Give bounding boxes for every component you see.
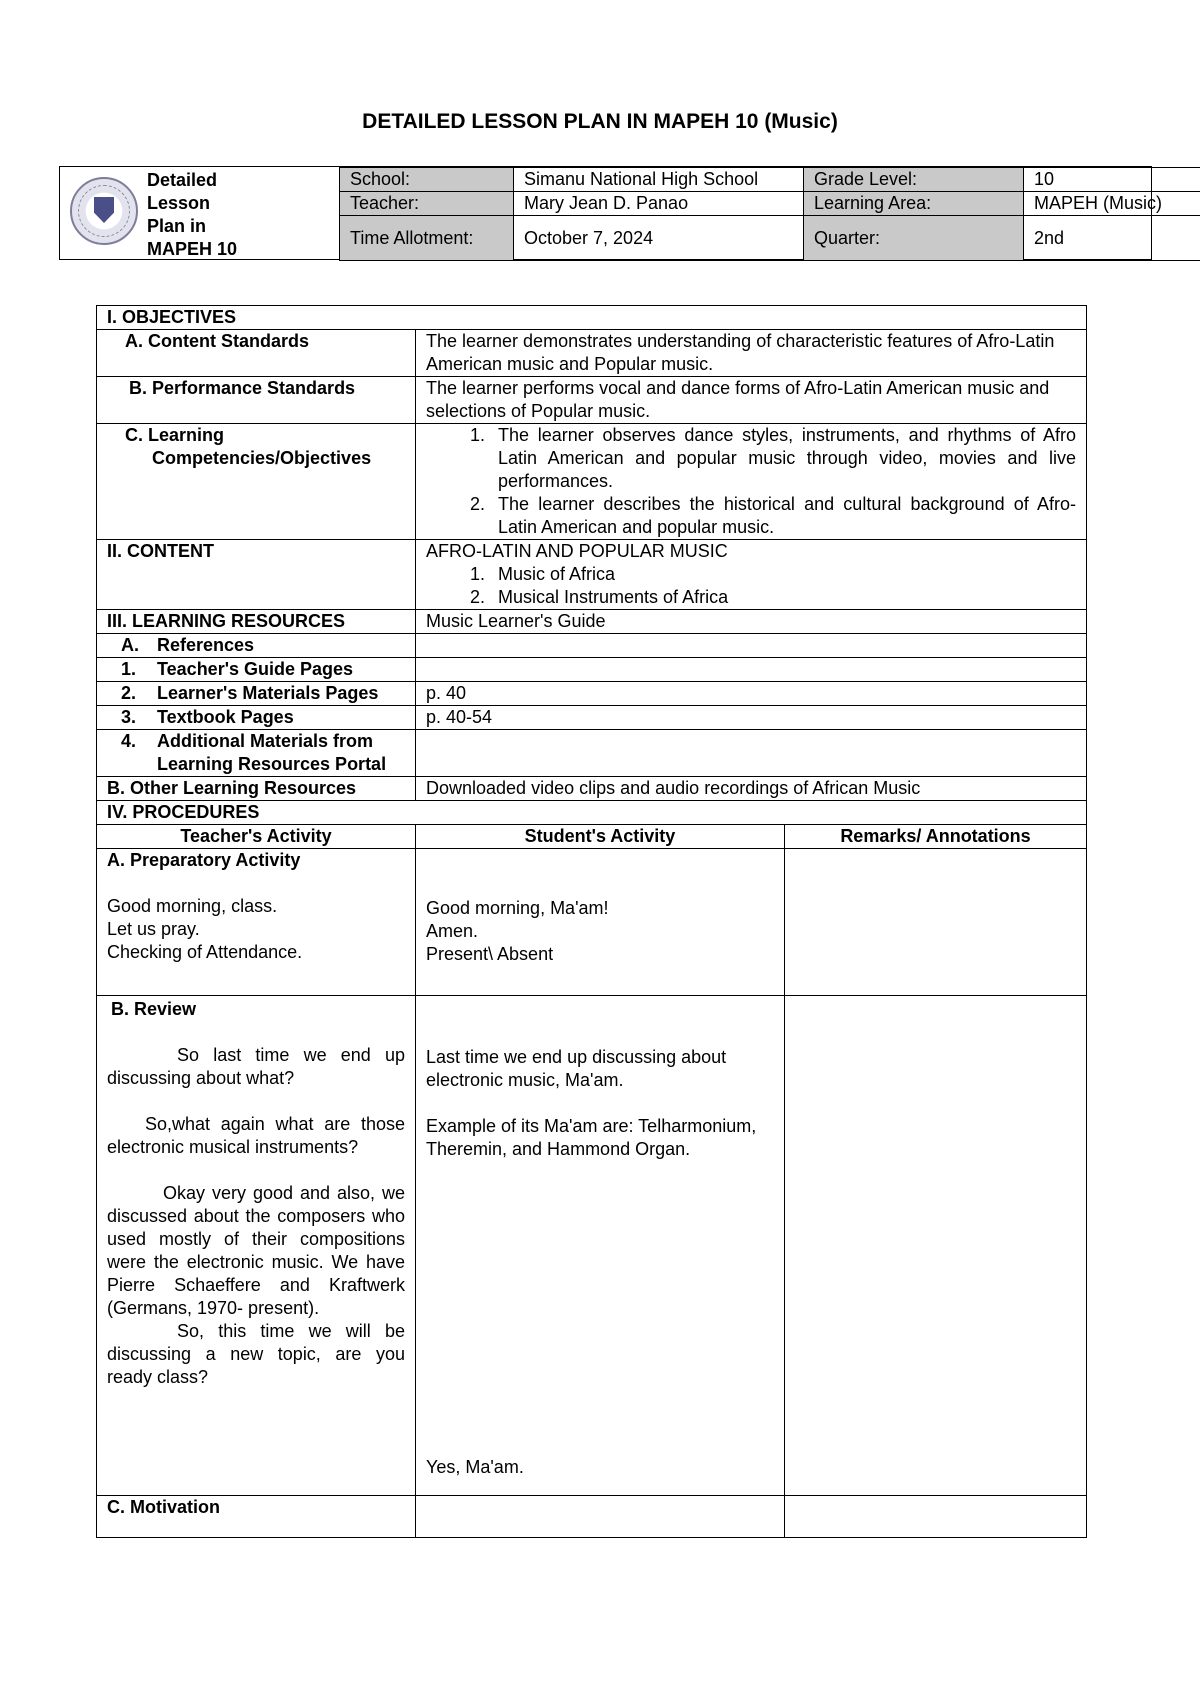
competencies-label-line: C. Learning — [125, 425, 225, 445]
review-remarks-cell — [785, 996, 1087, 1496]
competencies-label — [97, 424, 416, 540]
teachers-guide-text: Teacher's Guide Pages — [157, 659, 354, 679]
additional-materials-num: 4. — [121, 731, 137, 751]
additional-materials-label — [97, 730, 416, 777]
content-standards-label: A. Content Standards — [97, 330, 416, 377]
doc-title-line: Plan in — [147, 216, 207, 236]
doc-title-line: Detailed — [147, 170, 218, 190]
doc-title-line: MAPEH 10 — [147, 239, 238, 259]
doc-title-line: Lesson — [147, 193, 211, 213]
prep-remarks-cell — [785, 849, 1087, 996]
textbook-pages-text: Textbook Pages — [157, 707, 294, 727]
additional-materials-value — [416, 730, 1087, 777]
prep-teacher-line: Good morning, class. — [107, 896, 278, 916]
review-student-para: Last time we end up discussing about electronic music, Ma'am. — [426, 1047, 727, 1090]
other-resources-value: Downloaded video clips and audio recordings of African Music — [416, 777, 1087, 801]
col-teacher-header: Teacher's Activity — [97, 825, 416, 849]
motivation-remarks-cell — [785, 1496, 1087, 1538]
grade-value: 10 — [1024, 168, 1200, 192]
prep-teacher-line: Let us pray. — [107, 919, 200, 939]
page-title: DETAILED LESSON PLAN IN MAPEH 10 (Music) — [362, 110, 838, 133]
prep-student-line: Present\ Absent — [426, 944, 554, 964]
content-standards-text: The learner demonstrates understanding of characteristic features of Afro-Latin American music and Popular music. — [416, 330, 1087, 377]
prep-teacher-cell — [97, 849, 416, 996]
review-teacher-para: So,what again what are those electronic musical instruments? — [107, 1114, 405, 1157]
time-label: Time Allotment: — [340, 216, 514, 261]
objectives-heading: I. OBJECTIVES — [97, 306, 1087, 330]
col-student-header: Student's Activity — [416, 825, 785, 849]
content-cell — [416, 540, 1087, 610]
review-heading: B. Review — [111, 999, 197, 1019]
references-value — [416, 634, 1087, 658]
list-item: 1. The learner observes dance styles, instruments, and rhythms of Afro Latin American and popular music through video, movies and live performances. — [490, 424, 1076, 493]
learners-materials-label — [97, 682, 416, 706]
prep-student-line: Good morning, Ma'am! — [426, 898, 609, 918]
learners-materials-num: 2. — [121, 683, 137, 703]
review-teacher-para: Okay very good and also, we discussed about the composers who used mostly of their compositions were the electronic music. We have Pierre Schaeffere and Kraftwerk (Germans, 1970- present). — [107, 1183, 405, 1318]
references-letter: A. — [121, 635, 139, 655]
area-value: MAPEH (Music) — [1024, 192, 1200, 216]
performance-standards-text: The learner performs vocal and dance forms of Afro-Latin American music and selections of Popular music. — [416, 377, 1087, 424]
motivation-heading: C. Motivation — [97, 1496, 416, 1538]
performance-standards-label: B. Performance Standards — [97, 377, 416, 424]
content-heading: II. CONTENT — [97, 540, 416, 610]
motivation-student-cell — [416, 1496, 785, 1538]
review-teacher-cell — [97, 996, 416, 1496]
resources-heading-value: Music Learner's Guide — [416, 610, 1087, 634]
list-item: 2. Musical Instruments of Africa — [490, 586, 1076, 609]
textbook-pages-value: p. 40-54 — [416, 706, 1087, 730]
teachers-guide-num: 1. — [121, 659, 137, 679]
lesson-plan-table — [96, 305, 1087, 1538]
prep-student-line: Amen. — [426, 921, 479, 941]
grade-label: Grade Level: — [804, 168, 1024, 192]
other-resources-label: B. Other Learning Resources — [97, 777, 416, 801]
quarter-label: Quarter: — [804, 216, 1024, 261]
teachers-guide-label — [97, 658, 416, 682]
review-teacher-para: So, this time we will be discussing a new topic, are you ready class? — [107, 1321, 405, 1387]
school-value: Simanu National High School — [514, 168, 804, 192]
competencies-cell — [416, 424, 1087, 540]
school-label: School: — [340, 168, 514, 192]
content-list — [426, 563, 1076, 609]
quarter-value: 2nd — [1024, 216, 1200, 261]
additional-materials-text: Additional Materials from Learning Resources Portal — [157, 731, 387, 774]
list-item: 1. Music of Africa — [490, 563, 1076, 586]
prep-teacher-line: Checking of Attendance. — [107, 942, 303, 962]
teacher-value: Mary Jean D. Panao — [514, 192, 804, 216]
learners-materials-value: p. 40 — [416, 682, 1087, 706]
review-student-para: Yes, Ma'am. — [426, 1457, 524, 1477]
header-info-table — [339, 167, 1200, 261]
content-title: AFRO-LATIN AND POPULAR MUSIC — [426, 541, 728, 561]
learners-materials-text: Learner's Materials Pages — [157, 683, 379, 703]
review-teacher-para: So last time we end up discussing about what? — [107, 1045, 405, 1088]
doc-title-cell — [147, 167, 339, 259]
textbook-pages-num: 3. — [121, 707, 137, 727]
prep-student-cell — [416, 849, 785, 996]
references-text: References — [157, 635, 255, 655]
teacher-label: Teacher: — [340, 192, 514, 216]
deped-seal-icon — [70, 177, 138, 245]
teachers-guide-value — [416, 658, 1087, 682]
list-item: 2. The learner describes the historical and cultural background of Afro-Latin American and popular music. — [490, 493, 1076, 539]
logo-cell — [60, 167, 147, 259]
time-value: October 7, 2024 — [514, 216, 804, 261]
resources-heading: III. LEARNING RESOURCES — [97, 610, 416, 634]
review-student-cell — [416, 996, 785, 1496]
procedures-heading: IV. PROCEDURES — [97, 801, 1087, 825]
prep-heading: A. Preparatory Activity — [107, 850, 301, 870]
review-student-para: Example of its Ma'am are: Telharmonium, Theremin, and Hammond Organ. — [426, 1116, 757, 1159]
col-remarks-header: Remarks/ Annotations — [785, 825, 1087, 849]
references-label — [97, 634, 416, 658]
area-label: Learning Area: — [804, 192, 1024, 216]
header-table — [59, 166, 1163, 260]
competencies-label-line: Competencies/Objectives — [152, 448, 372, 468]
competencies-list — [426, 424, 1076, 539]
textbook-pages-label — [97, 706, 416, 730]
